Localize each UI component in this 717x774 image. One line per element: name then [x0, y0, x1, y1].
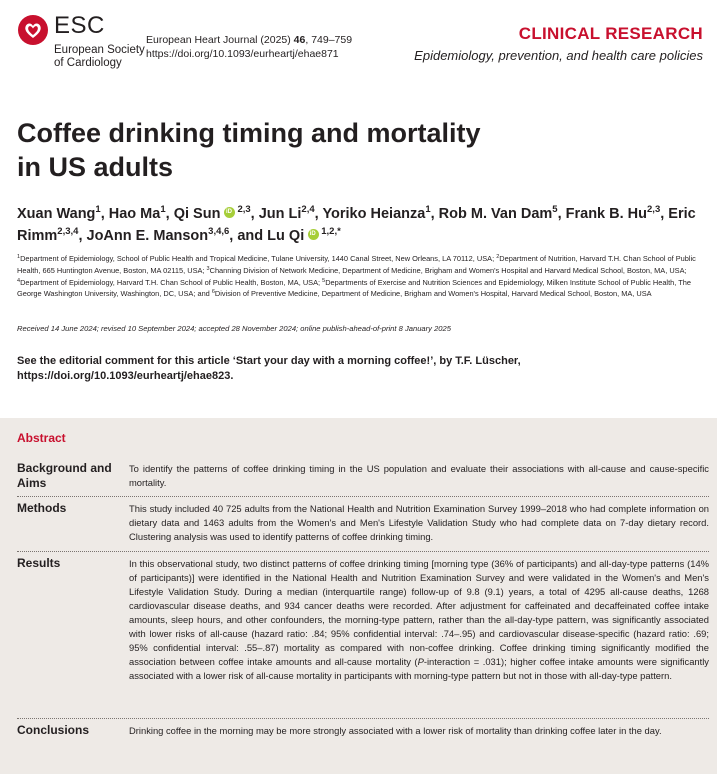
journal-name: European Heart Journal (2025): [146, 34, 294, 46]
affiliation-text: Division of Preventive Medicine, Department of Medicine, Brigham and Women's Hospital, Harvard Medical School, Boston, MA, USA: [214, 289, 652, 299]
corresponding-author-mark[interactable]: *: [337, 226, 341, 237]
author-name[interactable]: Frank B. Hu: [565, 206, 648, 222]
author-affiliation-sup: 3,4,6: [208, 226, 230, 237]
abstract-results-text: [129, 557, 709, 683]
affiliations: [17, 253, 707, 300]
author-affiliation-sup: 1: [95, 204, 101, 215]
journal-doi-link[interactable]: https://doi.org/10.1093/eurheartj/ehae871: [146, 48, 339, 60]
journal-header: [0, 0, 717, 80]
author-separator: ,: [78, 228, 87, 244]
author-name[interactable]: Xuan Wang: [17, 206, 96, 222]
abstract-divider: [17, 496, 709, 497]
esc-wordmark: ESC: [54, 12, 105, 39]
journal-pages: , 749–759: [305, 34, 353, 46]
results-text-part-b: -interaction = .031); higher coffee intake amounts were significantly associated with a lower risk of all-cause mortality in participants with morning-type pattern but not in those with all-day-type pattern.: [129, 656, 709, 681]
author-affiliation-sup: 2,3: [647, 204, 661, 215]
affiliation-text: Department of Epidemiology, Harvard T.H. Chan School of Public Health, Boston, MA, USA;: [20, 277, 323, 287]
affiliation-number: 1: [17, 254, 21, 260]
author-separator: ,: [314, 206, 323, 222]
affiliation-text: Channing Division of Network Medicine, Department of Medicine, Brigham and Women's Hospital and Harvard Medical School, Boston, MA, USA;: [209, 265, 687, 275]
abstract-conclusions-heading: Conclusions: [17, 723, 90, 737]
author-separator: ,: [557, 206, 566, 222]
author-name[interactable]: Qi Sun: [173, 206, 221, 222]
author-list: [17, 203, 707, 247]
editorial-comment[interactable]: See the editorial comment for this article ‘Start your day with a morning coffee!’, by T.F. Lüscher, https://doi.org/10.1093/eurheartj/ehae823.: [17, 355, 521, 382]
esc-society-name: [54, 44, 145, 70]
esc-heart-logo-icon: [17, 14, 49, 46]
orcid-icon[interactable]: [224, 207, 235, 218]
abstract-conclusions-text: Drinking coffee in the morning may be more strongly associated with a lower risk of mortality than drinking coffee later in the day.: [129, 725, 662, 736]
author-separator: ,: [660, 206, 669, 222]
abstract-methods-text: This study included 40 725 adults from the National Health and Nutrition Examination Survey 1999–2018 who had complete information on dietary data and 1463 adults from the Women's and Men's Lifestyle Validation Study who had complete data on 7-day dietary record. Clustering analysis was used to identify patterns of coffee drinking timing.: [129, 503, 709, 542]
abstract-results-heading: Results: [17, 556, 61, 570]
author-name[interactable]: Lu Qi: [267, 228, 305, 244]
results-text-part-a: In this observational study, two distinct patterns of coffee drinking timing [morning type (36% of participants) and all-day-type patterns (14% of participants)] were identified in the National Health and Nutrition Examination Survey and were validated in the Women's and Men's Lifestyle Validation Study. During a median (interquartile range) follow-up of 9.8 (9.1) years, a total of 4295 all-cause deaths, 1268 cardiovascular disease deaths, and 934 cancer deaths were recorded. After adjustment for caffeinated and decaffeinated coffee intake amounts, sleep hours, and other confounders, the morning-type pattern, rather than the all-day-type pattern, was significantly associated with lower risks of all-cause (hazard ratio: .84; 95% confidential interval: .74–.95) and cardiovascular disease-specific (hazard ratio: .69; 95% confidential interval: .55–.87) mortality as compared with non-coffee drinking. Coffee drinking timing significantly modified the association between coffee intake amounts and all-cause mortality (: [129, 558, 709, 667]
affiliation-text: Departments of Exercise and Nutrition Sciences and Epidemiology, Milken Institute School of Public Health, The George Washington University, Washington, DC, USA; and: [17, 277, 691, 299]
abstract-background-heading: Background and Aims: [17, 461, 112, 490]
esc-society-line2: of Cardiology: [54, 57, 122, 69]
author-affiliation-sup: 2,4: [301, 204, 315, 215]
journal-citation: [146, 33, 352, 47]
author-name[interactable]: Jun Li: [258, 206, 302, 222]
abstract-methods-heading: Methods: [17, 501, 67, 515]
author-separator: ,: [250, 206, 259, 222]
author-affiliation-sup: 1: [160, 204, 166, 215]
article-title: [17, 116, 637, 184]
esc-society-line1: European Society: [54, 44, 145, 56]
abstract-title: Abstract: [17, 431, 66, 445]
author-affiliation-sup: 1: [425, 204, 431, 215]
author-name[interactable]: Hao Ma: [108, 206, 161, 222]
affiliation-number: 2: [496, 254, 500, 260]
author-name[interactable]: Rob M. Van Dam: [438, 206, 553, 222]
section-label: CLINICAL RESEARCH: [518, 24, 703, 43]
author-name[interactable]: JoAnn E. Manson: [86, 228, 209, 244]
journal-reference: [146, 33, 352, 61]
section-subtitle: Epidemiology, prevention, and health care policies: [414, 48, 703, 63]
abstract-divider: [17, 551, 709, 552]
affiliation-number: 6: [211, 289, 215, 296]
received-dates: Received 14 June 2024; revised 10 September 2024; accepted 28 November 2024; online publish-ahead-of-print 8 January 2025: [17, 324, 451, 333]
abstract-divider: [17, 718, 709, 719]
orcid-icon[interactable]: [308, 229, 319, 240]
author-separator: ,: [430, 206, 439, 222]
article-title-line1: Coffee drinking timing and mortality: [17, 118, 481, 148]
author-name[interactable]: Yoriko Heianza: [322, 206, 426, 222]
author-separator: ,: [165, 206, 174, 222]
affiliation-text: Department of Epidemiology, School of Public Health and Tropical Medicine, Tulane University, 1440 Canal Street, New Orleans, LA 70112, USA;: [20, 254, 497, 263]
author-affiliation-sup: 2,3,4: [57, 226, 79, 237]
affiliation-number: 5: [322, 277, 326, 284]
author-separator: , and: [229, 228, 268, 244]
author-affiliation-sup: 2,3: [237, 204, 251, 215]
author-affiliation-sup: 1,2,: [321, 226, 338, 237]
author-affiliation-sup: 5: [552, 204, 558, 215]
article-title-line2: in US adults: [17, 152, 174, 182]
affiliation-number: 4: [17, 277, 21, 284]
affiliation-text: Department of Nutrition, Harvard T.H. Chan School of Public Health, 665 Huntington Avenue, Boston, MA 02115, USA;: [17, 254, 696, 275]
author-name[interactable]: Eric Rimm: [17, 206, 696, 244]
author-separator: ,: [100, 206, 109, 222]
abstract-background-text: To identify the patterns of coffee drinking timing in the US population and evaluate their associations with all-cause and cause-specific mortality.: [129, 463, 709, 488]
affiliation-number: 3: [206, 265, 210, 272]
journal-volume: 46: [293, 34, 306, 46]
results-text-italic: P: [417, 656, 424, 667]
